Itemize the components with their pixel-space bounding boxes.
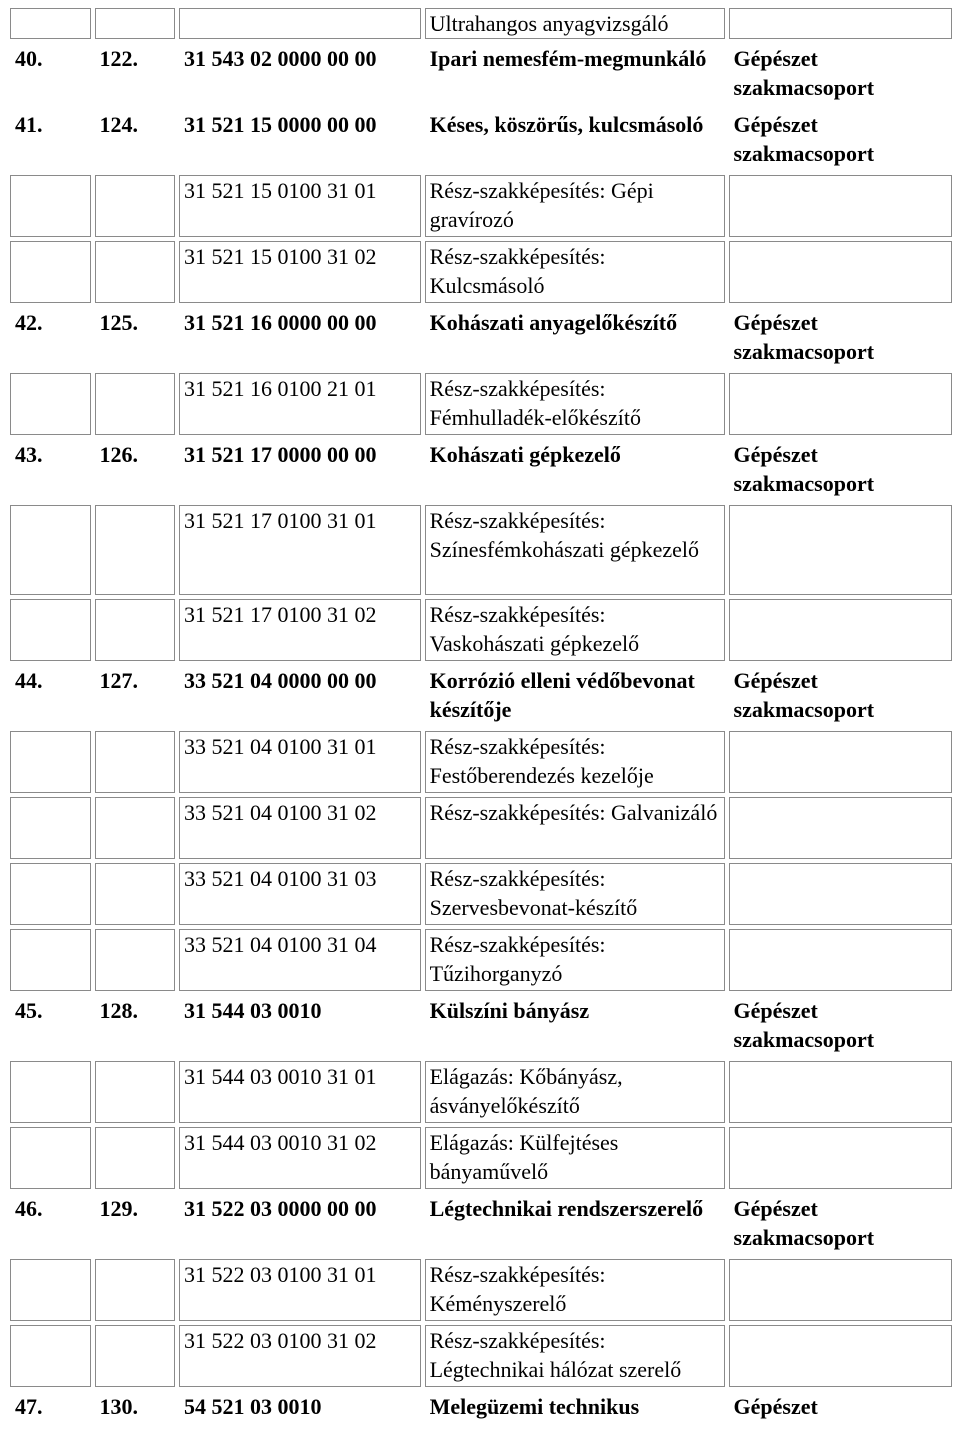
sub-qualification-row <box>10 1061 952 1123</box>
sub-qualification-row <box>10 505 952 595</box>
row-number-cell <box>10 929 91 991</box>
sector-group-cell <box>729 929 952 991</box>
sector-group-cell: Gépészet szakmacsoport <box>733 442 875 496</box>
qualification-table <box>6 4 956 1426</box>
row-code-cell <box>95 599 176 661</box>
row-code-cell <box>95 929 176 991</box>
row-number-cell <box>10 599 91 661</box>
sub-qualification-row <box>10 175 952 237</box>
row-number-cell: 47. <box>15 1394 43 1419</box>
registry-id-cell: 33 521 04 0100 31 02 <box>179 797 421 859</box>
registry-id-cell: 31 544 03 0010 <box>184 998 322 1023</box>
sector-group-cell: Gépészet szakmacsoport <box>733 998 875 1052</box>
sub-qualification-row <box>10 8 952 39</box>
qualification-name-cell: Késes, köszörűs, kulcsmásoló <box>429 112 704 137</box>
registry-id-cell: 54 521 03 0010 <box>184 1394 322 1419</box>
sector-group-cell <box>729 599 952 661</box>
row-code-cell <box>95 505 176 595</box>
row-number-cell <box>10 241 91 303</box>
qualification-name-cell: Rész-szakképesítés: Légtechnikai hálózat szerelő <box>425 1325 725 1387</box>
registry-id-cell <box>179 8 421 39</box>
sector-group-cell <box>729 731 952 793</box>
sector-group-cell: Gépészet szakmacsoport <box>733 1196 875 1250</box>
sub-qualification-row <box>10 1259 952 1321</box>
row-code-cell <box>95 241 176 303</box>
qualification-row <box>10 665 952 727</box>
row-code-cell <box>95 175 176 237</box>
table-body <box>10 8 952 1422</box>
row-code-cell: 128. <box>99 998 139 1023</box>
sub-qualification-row <box>10 373 952 435</box>
sub-qualification-row <box>10 731 952 793</box>
sector-group-cell: Gépészet szakmacsoport <box>733 668 875 722</box>
row-number-cell: 46. <box>15 1196 43 1221</box>
qualification-name-cell: Korrózió elleni védőbevonat készítője <box>429 668 695 722</box>
sub-qualification-row <box>10 797 952 859</box>
registry-id-cell: 31 521 17 0000 00 00 <box>184 442 377 467</box>
row-number-cell <box>10 175 91 237</box>
registry-id-cell: 31 522 03 0100 31 02 <box>179 1325 421 1387</box>
sub-qualification-row <box>10 1127 952 1189</box>
registry-id-cell: 31 544 03 0010 31 01 <box>179 1061 421 1123</box>
row-number-cell: 41. <box>15 112 43 137</box>
qualification-name-cell: Rész-szakképesítés: Kéményszerelő <box>425 1259 725 1321</box>
row-number-cell: 42. <box>15 310 43 335</box>
row-number-cell <box>10 8 91 39</box>
qualification-name-cell: Rész-szakképesítés: Kulcsmásoló <box>425 241 725 303</box>
qualification-name-cell: Rész-szakképesítés: Fémhulladék-előkészítő <box>425 373 725 435</box>
row-code-cell <box>95 1325 176 1387</box>
qualification-name-cell: Melegüzemi technikus <box>429 1394 640 1419</box>
registry-id-cell: 31 521 17 0100 31 02 <box>179 599 421 661</box>
sector-group-cell: Gépészet szakmacsoport <box>733 310 875 364</box>
sub-qualification-row <box>10 241 952 303</box>
qualification-name-cell: Ultrahangos anyagvizsgáló <box>425 8 725 39</box>
qualification-row <box>10 307 952 369</box>
registry-id-cell: 31 522 03 0000 00 00 <box>184 1196 377 1221</box>
sector-group-cell <box>729 8 952 39</box>
row-number-cell <box>10 1325 91 1387</box>
qualification-name-cell: Külszíni bányász <box>429 998 590 1023</box>
registry-id-cell: 31 521 15 0100 31 02 <box>179 241 421 303</box>
row-code-cell: 130. <box>99 1394 139 1419</box>
row-code-cell: 129. <box>99 1196 139 1221</box>
row-number-cell <box>10 1061 91 1123</box>
sector-group-cell <box>729 505 952 595</box>
row-number-cell <box>10 505 91 595</box>
qualification-row <box>10 43 952 105</box>
sector-group-cell <box>729 1325 952 1387</box>
registry-id-cell: 31 522 03 0100 31 01 <box>179 1259 421 1321</box>
sector-group-cell: Gépészet szakmacsoport <box>733 112 875 166</box>
registry-id-cell: 31 543 02 0000 00 00 <box>184 46 377 71</box>
sector-group-cell <box>729 175 952 237</box>
registry-id-cell: 33 521 04 0000 00 00 <box>184 668 377 693</box>
row-code-cell <box>95 731 176 793</box>
sub-qualification-row <box>10 929 952 991</box>
row-number-cell <box>10 797 91 859</box>
sector-group-cell <box>729 1061 952 1123</box>
registry-id-cell: 31 521 15 0100 31 01 <box>179 175 421 237</box>
row-number-cell: 40. <box>15 46 43 71</box>
qualification-row <box>10 109 952 171</box>
row-code-cell <box>95 1259 176 1321</box>
row-number-cell <box>10 1259 91 1321</box>
row-number-cell: 43. <box>15 442 43 467</box>
qualification-name-cell: Rész-szakképesítés: Tűzihorganyzó <box>425 929 725 991</box>
sector-group-cell <box>729 797 952 859</box>
row-code-cell: 124. <box>99 112 139 137</box>
qualification-name-cell: Rész-szakképesítés: Gépi gravírozó <box>425 175 725 237</box>
sector-group-cell <box>729 1259 952 1321</box>
qualification-name-cell: Ipari nemesfém-megmunkáló <box>429 46 707 71</box>
registry-id-cell: 31 544 03 0010 31 02 <box>179 1127 421 1189</box>
row-code-cell: 125. <box>99 310 139 335</box>
qualification-name-cell: Elágazás: Kőbányász, ásványelőkészítő <box>425 1061 725 1123</box>
sector-group-cell <box>729 241 952 303</box>
sub-qualification-row <box>10 1325 952 1387</box>
row-code-cell <box>95 8 176 39</box>
row-number-cell: 45. <box>15 998 43 1023</box>
qualification-row <box>10 1193 952 1255</box>
row-code-cell <box>95 1127 176 1189</box>
qualification-name-cell: Rész-szakképesítés: Festőberendezés kezelője <box>425 731 725 793</box>
qualification-row <box>10 995 952 1057</box>
registry-id-cell: 31 521 17 0100 31 01 <box>179 505 421 595</box>
row-code-cell: 126. <box>99 442 139 467</box>
qualification-name-cell: Kohászati gépkezelő <box>429 442 621 467</box>
qualification-name-cell: Rész-szakképesítés: Galvanizáló <box>425 797 725 859</box>
sector-group-cell: Gépészet szakmacsoport <box>733 46 875 100</box>
registry-id-cell: 33 521 04 0100 31 04 <box>179 929 421 991</box>
row-code-cell <box>95 1061 176 1123</box>
qualification-name-cell: Légtechnikai rendszerszerelő <box>429 1196 704 1221</box>
row-code-cell: 127. <box>99 668 139 693</box>
qualification-name-cell: Kohászati anyagelőkészítő <box>429 310 678 335</box>
sub-qualification-row <box>10 599 952 661</box>
row-code-cell <box>95 863 176 925</box>
sector-group-cell: Gépészet <box>733 1394 818 1419</box>
qualification-name-cell: Elágazás: Külfejtéses bányaművelő <box>425 1127 725 1189</box>
row-number-cell: 44. <box>15 668 43 693</box>
registry-id-cell: 31 521 15 0000 00 00 <box>184 112 377 137</box>
qualification-name-cell: Rész-szakképesítés: Színesfémkohászati gépkezelő <box>425 505 725 595</box>
row-code-cell <box>95 373 176 435</box>
qualification-name-cell: Rész-szakképesítés: Vaskohászati gépkezelő <box>425 599 725 661</box>
sector-group-cell <box>729 863 952 925</box>
qualification-name-cell: Rész-szakképesítés: Szervesbevonat-készítő <box>425 863 725 925</box>
qualification-row <box>10 439 952 501</box>
sub-qualification-row <box>10 863 952 925</box>
row-code-cell: 122. <box>99 46 139 71</box>
registry-id-cell: 31 521 16 0100 21 01 <box>179 373 421 435</box>
row-number-cell <box>10 731 91 793</box>
row-code-cell <box>95 797 176 859</box>
registry-id-cell: 33 521 04 0100 31 01 <box>179 731 421 793</box>
sector-group-cell <box>729 1127 952 1189</box>
row-number-cell <box>10 373 91 435</box>
row-number-cell <box>10 863 91 925</box>
registry-id-cell: 33 521 04 0100 31 03 <box>179 863 421 925</box>
sector-group-cell <box>729 373 952 435</box>
row-number-cell <box>10 1127 91 1189</box>
qualification-row <box>10 1391 952 1422</box>
registry-id-cell: 31 521 16 0000 00 00 <box>184 310 377 335</box>
